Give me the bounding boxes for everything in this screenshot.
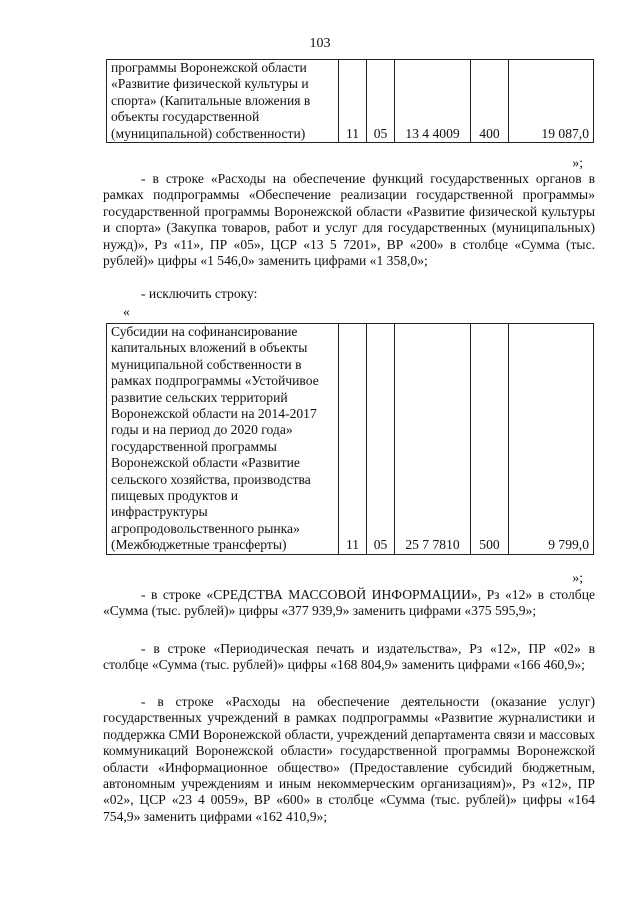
table-cell-sum: 9 799,0 (509, 324, 594, 555)
table-cell-csr: 25 7 7810 (395, 324, 471, 555)
paragraph-amendment-3: - в строке «Периодическая печать и издательства», Рз «12», ПР «02» в столбце «Сумма (тыс. рублей)» цифры «168 804,9» заменить цифрами «166 460,9»; (103, 641, 595, 673)
table-cell-name: программы Воронежской области «Развитие физической культуры и спорта» (Капитальные вложения в объекты государственной (муниципальной) собственности) (107, 60, 339, 143)
table-cell-name: Субсидии на софинансирование капитальных вложений в объекты муниципальной собственности в рамках подпрограммы «Устойчивое развитие сельских территорий Воронежской области на 2014-2017 годы и на период до 2020 года» государственной программы Воронежской области «Развитие сельского хозяйства, производства пищевых продуктов и инфраструктуры агропродовольственного рынка» (Межбюджетные трансферты) (107, 324, 339, 555)
table-row (107, 324, 594, 555)
closing-quote: »; (572, 570, 583, 585)
budget-table-row-1 (106, 59, 594, 143)
table-cell-csr: 13 4 4009 (395, 60, 471, 143)
paragraph-amendment-2: - в строке «СРЕДСТВА МАССОВОЙ ИНФОРМАЦИИ», Рз «12» в столбце «Сумма (тыс. рублей)» цифры «377 939,9» заменить цифрами «375 595,9»; (103, 587, 595, 619)
closing-quote: »; (572, 155, 583, 170)
opening-quote: « (123, 304, 130, 319)
table-cell-pr: 05 (367, 324, 395, 555)
budget-table-row-2 (106, 323, 594, 555)
table-cell-pr: 05 (367, 60, 395, 143)
table-cell-sum: 19 087,0 (509, 60, 594, 143)
table-cell-rz: 11 (339, 324, 367, 555)
page-number: 103 (309, 36, 331, 51)
table-cell-vr: 400 (471, 60, 509, 143)
table-cell-rz: 11 (339, 60, 367, 143)
table-cell-vr: 500 (471, 324, 509, 555)
table-row (107, 60, 594, 143)
exclude-line-text: - исключить строку: (141, 286, 258, 301)
paragraph-amendment-4: - в строке «Расходы на обеспечение деятельности (оказание услуг) государственных учреждений в рамках подпрограммы «Развитие журналистики и поддержка СМИ Воронежской области, учреждений департамента связи и массовых коммуникаций Воронежской области» государственной программы Воронежской области «Информационное общество» (Предоставление субсидий бюджетным, автономным учреждениям и иным некоммерческим организациям)», Рз «12», ПР «02», ЦСР «23 4 0059», ВР «600» в столбце «Сумма (тыс. рублей)» цифры «164 754,9» заменить цифрами «162 410,9»; (103, 694, 595, 824)
paragraph-amendment-1: - в строке «Расходы на обеспечение функций государственных органов в рамках подпрограммы «Обеспечение реализации государственной программы» государственной программы Воронежской области «Развитие физической культуры и спорта» (Закупка товаров, работ и услуг для государственных (муниципальных) нужд)», Рз «11», ПР «05», ЦСР «13 5 7201», ВР «200» в столбце «Сумма (тыс. рублей)» цифры «1 546,0» заменить цифрами «1 358,0»; (103, 171, 595, 269)
